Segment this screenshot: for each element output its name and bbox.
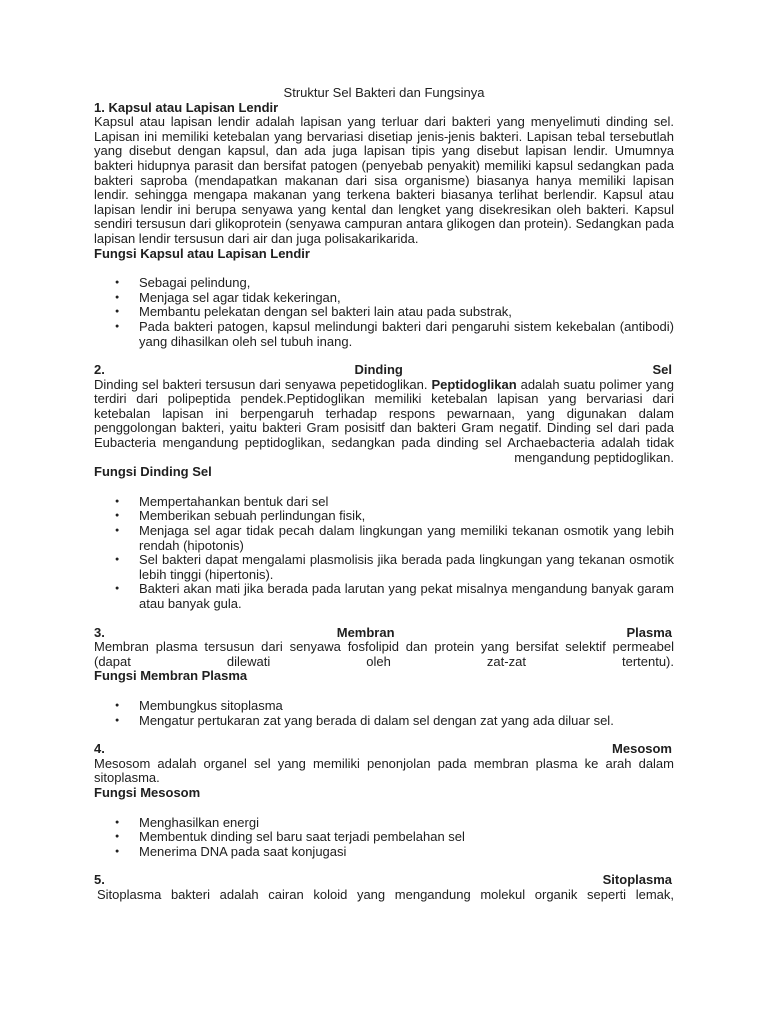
document-title: Struktur Sel Bakteri dan Fungsinya [283,85,485,100]
section-4-function-heading: Fungsi Mesosom [94,784,201,800]
list-item: ● Membantu pelekatan dengan sel bakteri lain atau pada substrak, [94,305,674,320]
section-3-function-list [94,699,674,728]
section-2-number: 2. [94,362,105,378]
list-item: ● Menghasilkan energi [94,816,674,831]
list-item: ● Menerima DNA pada saat konjugasi [94,845,674,860]
section-3-title-word-1: Membran [336,624,395,640]
section-4-number: 4. [94,741,105,757]
section-3-function-heading: Fungsi Membran Plasma [94,668,248,684]
section-2-title-word-2: Sel [652,362,672,378]
list-item: ● Membungkus sitoplasma [94,699,674,714]
list-item: ● Mengatur pertukaran zat yang berada di dalam sel dengan zat yang ada diluar sel. [94,714,674,729]
list-item: ● Memberikan sebuah perlindungan fisik, [94,509,674,524]
list-item: ● Sel bakteri dapat mengalami plasmolisis jika berada pada lingkungan yang tekanan osmotik lebih tinggi (hipertonis). [94,553,674,582]
list-item: ● Sebagai pelindung, [94,276,674,291]
section-1-function-list [94,276,674,349]
section-3-title-word-2: Plasma [626,624,672,640]
list-item: ● Membentuk dinding sel baru saat terjadi pembelahan sel [94,830,674,845]
section-2-title-word-1: Dinding [354,362,403,378]
section-2-function-heading: Fungsi Dinding Sel [94,464,212,480]
section-2-paragraph: Dinding sel bakteri tersusun dari senyawa pepetidoglikan. Peptidoglikan adalah suatu polimer yang terdiri dari polipeptida pendek.Peptidoglikan memiliki ketebalan lapisan yang bervariasi dari ketebalan lapisan ini berpengaruh terhadap respons pewarnaan, yang digunakan dalam penggolongan bakteri, yaitu bakteri Gram posisitf dan bakteri Gram negatif. Dinding sel dari pada Eubacteria mengandung peptidoglikan, sedangkan pada dinding sel Archaebacteria adalah tidak mengandung peptidoglikan. [94,376,674,465]
section-5-title: Sitoplasma [602,872,672,888]
section-5-paragraph: Sitoplasma bakteri adalah cairan koloid yang mengandung molekul organik seperti lemak, [97,886,674,902]
section-4-heading [94,742,674,757]
section-3-heading [94,626,674,641]
section-5-heading [94,873,674,888]
section-3-paragraph: Membran plasma tersusun dari senyawa fosfolipid dan protein yang bersifat selektif permeabel (dapat dilewati oleh zat-zat tertentu). [94,639,674,669]
section-1-heading: 1. Kapsul atau Lapisan Lendir [94,99,279,115]
section-2-function-list [94,495,674,612]
list-item: ● Menjaga sel agar tidak pecah dalam lingkungan yang memiliki tekanan osmotik yang lebih rendah (hipotonis) [94,524,674,553]
section-2-heading [94,363,674,378]
section-4-title: Mesosom [612,741,672,757]
section-1-function-heading: Fungsi Kapsul atau Lapisan Lendir [94,245,310,261]
list-item: ● Mempertahankan bentuk dari sel [94,495,674,510]
section-1-paragraph: Kapsul atau lapisan lendir adalah lapisan yang terluar dari bakteri yang menyelimuti dinding sel. Lapisan ini memiliki ketebalan yang bervariasi disetiap jenis-jenis bakteri. Lapisan tebal tersebutlah yang disebut dengan kapsul, dan ada juga lapisan tipis yang disebut lapisan lendir. Umumnya bakteri hidupnya parasit dan bersifat patogen (penyebab penyakit) memiliki kapsul sedangkan pada bakteri saproba (mendapatkan makanan dari sisa organisme) biasanya hanya memiliki lapisan lendir. sehingga mengapa makanan yang terkena bakteri biasanya terlihat berlendir. Kapsul atau lapisan lendir ini berupa senyawa yang kental dan lengket yang disekresikan oleh bakteri. Kapsul sendiri tersusun dari glikoprotein (senyawa campuran antara glikogen dan protein). Sedangkan pada lapisan lendir tersusun dari air dan juga polisakarikarida. [94,114,674,246]
list-item: ● Menjaga sel agar tidak kekeringan, [94,291,674,306]
list-item: ● Bakteri akan mati jika berada pada larutan yang pekat misalnya mengandung banyak garam atau banyak gula. [94,582,674,611]
list-item: ● Pada bakteri patogen, kapsul melindungi bakteri dari pengaruhi sistem kekebalan (antibodi) yang dihasilkan oleh sel tubuh inang. [94,320,674,349]
section-4-function-list [94,816,674,860]
section-5-number: 5. [94,872,105,888]
section-3-number: 3. [94,624,105,640]
bold-term: Peptidoglikan [431,376,517,392]
section-4-paragraph: Mesosom adalah organel sel yang memiliki penonjolan pada membran plasma ke arah dalam sitoplasma. [94,755,674,786]
